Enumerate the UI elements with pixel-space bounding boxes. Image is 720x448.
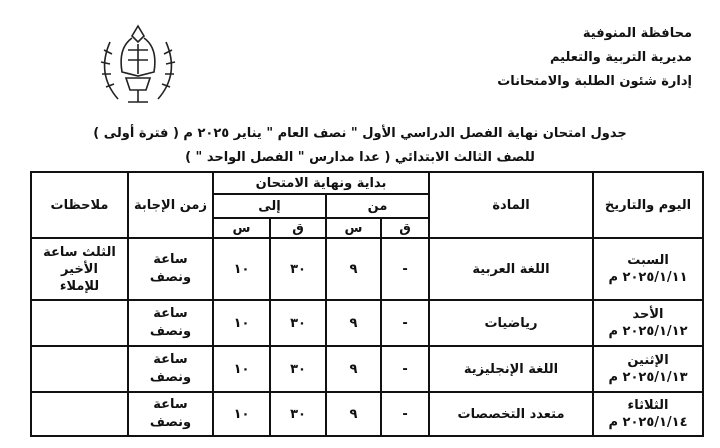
schedule-subtitle: للصف الثالث الابتدائي ( عدا مدارس " الفصل الواحد " ) [185, 150, 535, 165]
department-name: إدارة شئون الطلبة والامتحانات [497, 74, 692, 89]
table-row [31, 300, 703, 346]
from-hours-cell: ٩ [326, 346, 381, 392]
day-date-header: اليوم والتاريخ [593, 172, 703, 238]
day-date-cell [593, 392, 703, 436]
to-minutes-cell: ٣٠ [270, 392, 326, 436]
answer-time-line1: ساعة [153, 352, 188, 367]
notes-cell [31, 238, 128, 300]
from-hours-header: س [326, 218, 381, 238]
answer-time-line1: ساعة [153, 306, 188, 321]
subject-cell: اللغة العربية [429, 238, 593, 300]
to-hours-cell: ١٠ [213, 346, 270, 392]
answer-time-line2: ونصف [149, 270, 192, 285]
notes-cell [31, 392, 128, 436]
from-header: من [326, 194, 429, 218]
schedule-title: جدول امتحان نهاية الفصل الدراسي الأول " نصف العام " يناير ٢٠٢٥ م ( فترة أولى ) [93, 126, 627, 141]
to-hours-cell: ١٠ [213, 238, 270, 300]
notes-cell [31, 346, 128, 392]
day-name: السبت [627, 253, 669, 268]
answer-time-cell [128, 238, 213, 300]
exam-schedule-table [30, 171, 704, 437]
directorate-name: مديرية التربية والتعليم [549, 50, 692, 65]
authority-header [472, 22, 692, 94]
answer-time-line1: ساعة [153, 397, 188, 412]
to-minutes-cell: ٣٠ [270, 300, 326, 346]
day-date-cell [593, 300, 703, 346]
answer-time-cell [128, 300, 213, 346]
table-row [31, 392, 703, 436]
from-minutes-cell: - [381, 238, 429, 300]
exam-date: ٢٠٢٥/١/١١ م [608, 270, 688, 285]
answer-time-line2: ونصف [149, 324, 192, 339]
to-header: إلى [213, 194, 326, 218]
to-minutes-header: ق [270, 218, 326, 238]
answer-time-cell [128, 346, 213, 392]
table-row [31, 346, 703, 392]
subject-cell: رياضيات [429, 300, 593, 346]
exam-date: ٢٠٢٥/١/١٣ م [608, 370, 688, 385]
day-name: الإثنين [627, 353, 669, 368]
from-minutes-cell: - [381, 392, 429, 436]
exam-date: ٢٠٢٥/١/١٢ م [608, 324, 688, 339]
to-minutes-cell: ٣٠ [270, 238, 326, 300]
exam-date: ٢٠٢٥/١/١٤ م [608, 415, 688, 430]
answer-time-line2: ونصف [149, 370, 192, 385]
day-date-cell [593, 346, 703, 392]
eagle-emblem-icon [88, 14, 188, 114]
answer-time-line1: ساعة [153, 252, 188, 267]
day-name: الثلاثاء [627, 398, 669, 413]
subject-cell: اللغة الإنجليزية [429, 346, 593, 392]
to-hours-cell: ١٠ [213, 392, 270, 436]
from-hours-cell: ٩ [326, 392, 381, 436]
from-minutes-cell: - [381, 346, 429, 392]
notes-cell [31, 300, 128, 346]
table-row [31, 238, 703, 300]
answer-time-line2: ونصف [149, 415, 192, 430]
from-hours-cell: ٩ [326, 238, 381, 300]
from-minutes-header: ق [381, 218, 429, 238]
notes-line3: للإملاء [59, 278, 100, 294]
day-date-cell [593, 238, 703, 300]
subject-cell: متعدد التخصصات [429, 392, 593, 436]
from-minutes-cell: - [381, 300, 429, 346]
notes-line2: الأخير [61, 261, 98, 277]
answer-time-header: زمن الإجابة [128, 172, 213, 238]
exam-period-header: بداية ونهاية الامتحان [213, 172, 429, 194]
to-hours-header: س [213, 218, 270, 238]
notes-line1: الثلث ساعة [43, 244, 116, 260]
notes-header: ملاحظات [31, 172, 128, 238]
governorate-name: محافظة المنوفية [582, 26, 692, 41]
answer-time-cell [128, 392, 213, 436]
to-hours-cell: ١٠ [213, 300, 270, 346]
subject-header: المادة [429, 172, 593, 238]
from-hours-cell: ٩ [326, 300, 381, 346]
day-name: الأحد [632, 307, 664, 322]
to-minutes-cell: ٣٠ [270, 346, 326, 392]
